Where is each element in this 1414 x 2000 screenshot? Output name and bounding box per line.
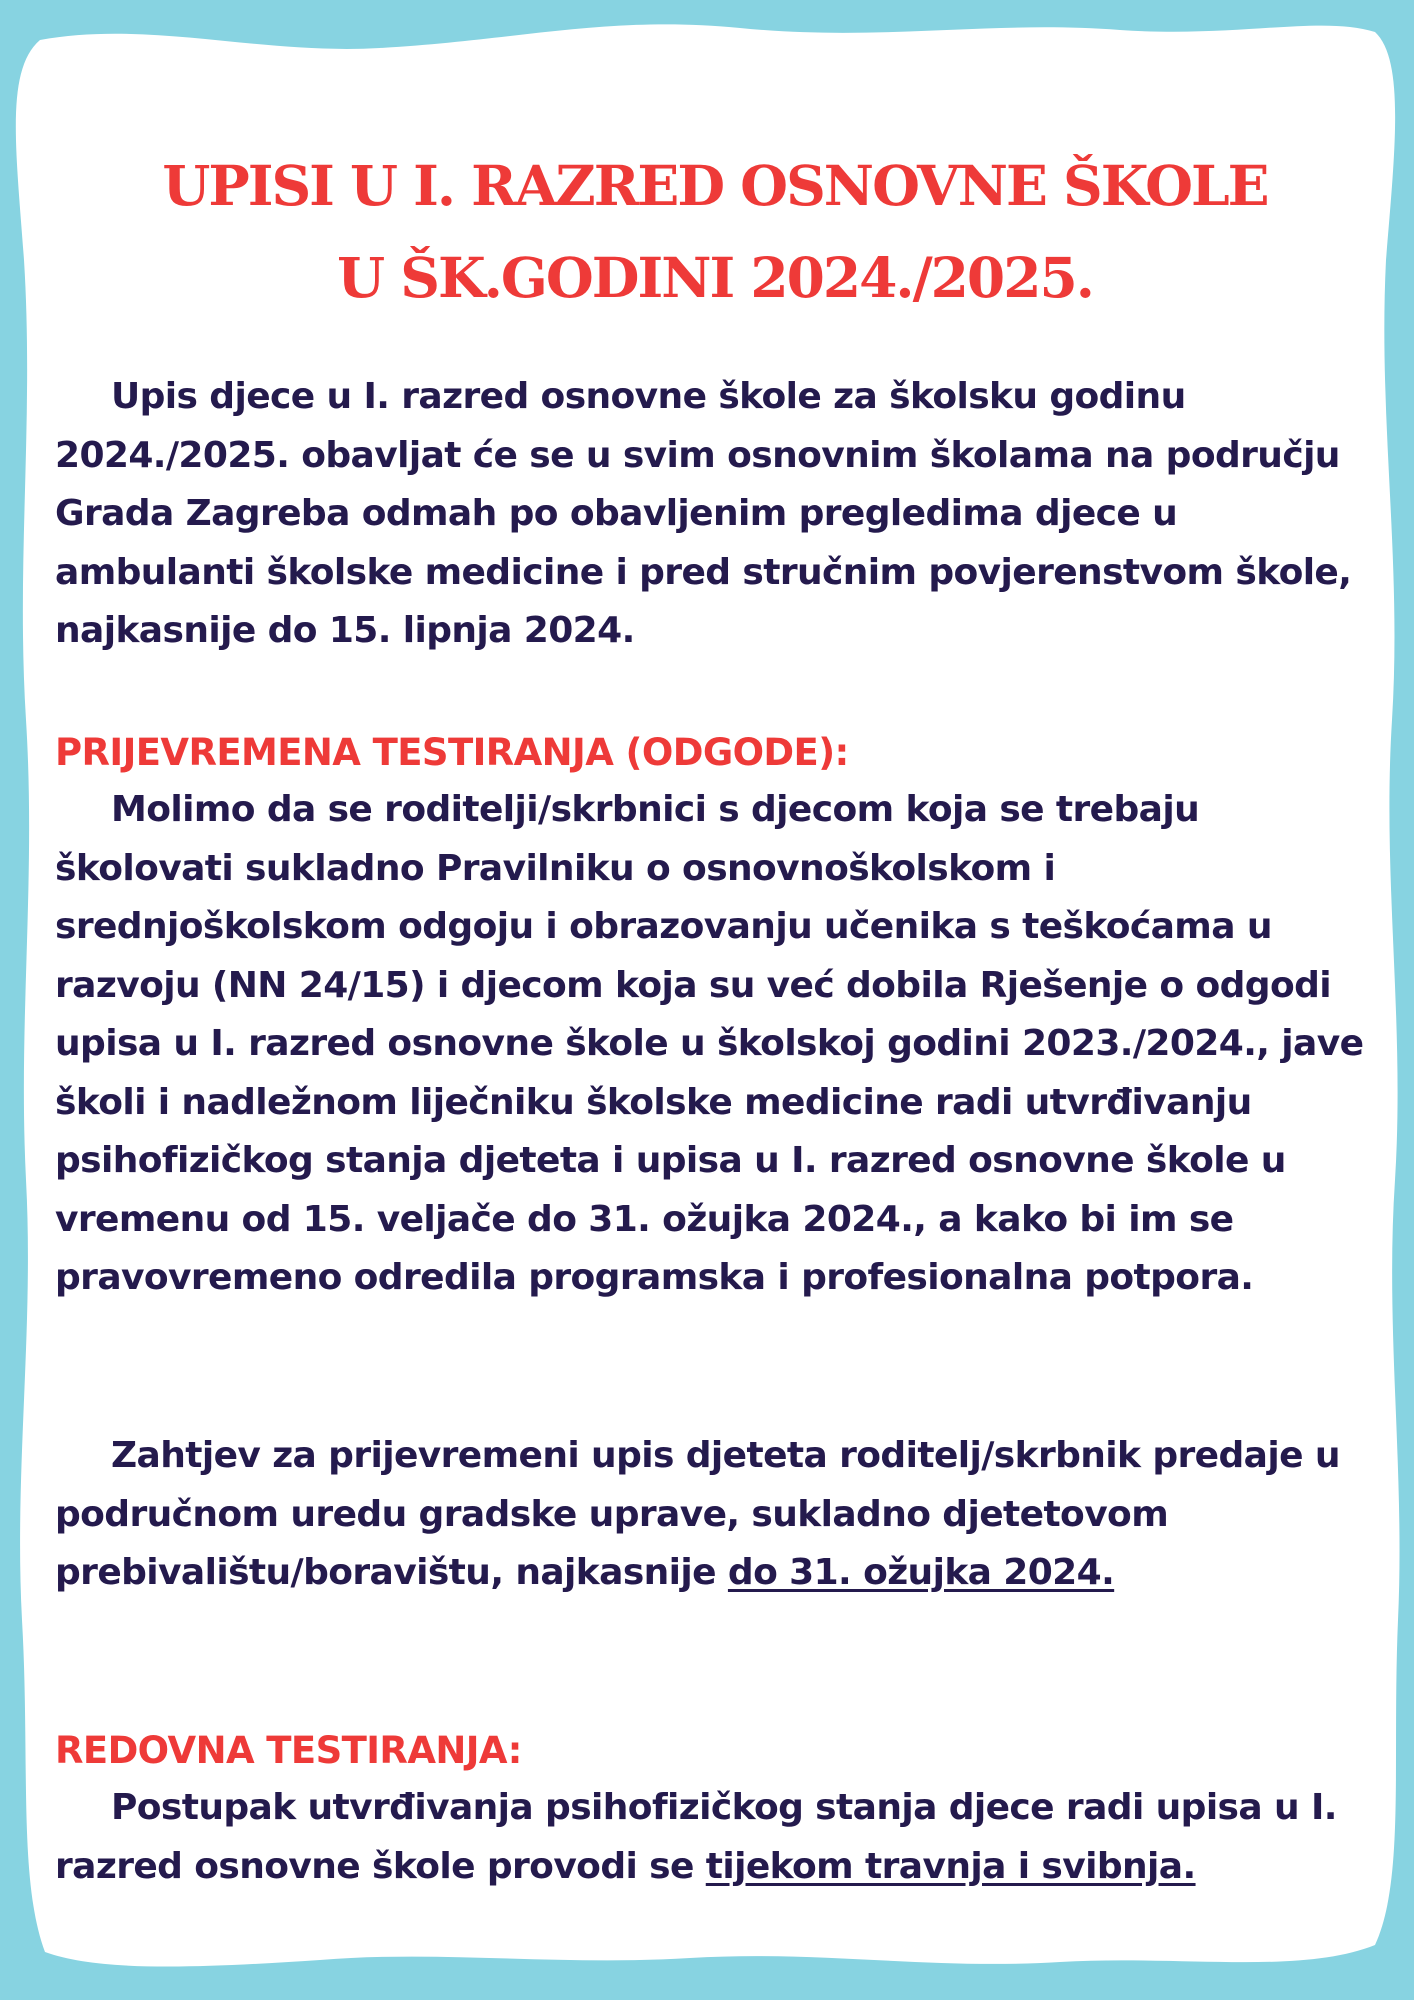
regular-testing-paragraph — [55, 1779, 1375, 1896]
regular-testing-heading: REDOVNA TESTIRANJA: — [55, 1729, 522, 1772]
title-line-1: UPISI U I. RAZRED OSNOVNE ŠKOLE — [162, 153, 1268, 218]
early-enrollment-paragraph — [55, 1427, 1375, 1603]
intro-paragraph — [55, 368, 1375, 661]
announcement-content — [55, 0, 1375, 2000]
intro-text: Upis djece u I. razred osnovne škole za školsku godinu 2024./2025. obavljat će se u svim osnovnim školama na području Grada Zagreba odmah po obavljenim pregledima djece u ambulanti školske medicine i pred stručnim povjerenstvom škole, najkasnije do 15. lipnja 2024. — [55, 376, 1352, 651]
early-testing-heading: PRIJEVREMENA TESTIRANJA (ODGODE): — [55, 731, 849, 774]
regular-testing-period: tijekom travnja i svibnja. — [705, 1845, 1196, 1887]
early-testing-paragraph — [55, 781, 1375, 1308]
regular-testing-text: Postupak utvrđivanja psihofizičkog stanja djece radi upisa u I. razred osnovne škole provodi se — [55, 1787, 1337, 1887]
early-enrollment-text: Zahtjev za prijevremeni upis djeteta roditelj/skrbnik predaje u područnom uredu gradske uprave, sukladno djetetovom prebivalištu/boravištu, najkasnije — [55, 1435, 1340, 1593]
early-enrollment-deadline: do 31. ožujka 2024. — [727, 1552, 1115, 1593]
early-testing-text: Molimo da se roditelji/skrbnici s djecom koja se trebaju školovati sukladno Pravilniku o osnovnoškolskom i srednjoškolskom odgoju i obrazovanju učenika s teškoćama u razvoju (NN 24/15) i djecom koja su već dobila Rješenje o odgodi upisa u I. razred osnovne škole u školskoj godini 2023./2024., jave školi i nadležnom liječniku školske medicine radi utvrđivanju psihofizičkog stanja djeteta i upisa u I. razred osnovne škole u vremenu od 15. veljače do 31. ožujka 2024., a kako bi im se pravovremeno odredila programska i profesionalna potpora. — [55, 789, 1364, 1298]
page-title — [55, 140, 1375, 324]
title-line-2: U ŠK.GODINI 2024./2025. — [337, 245, 1093, 310]
